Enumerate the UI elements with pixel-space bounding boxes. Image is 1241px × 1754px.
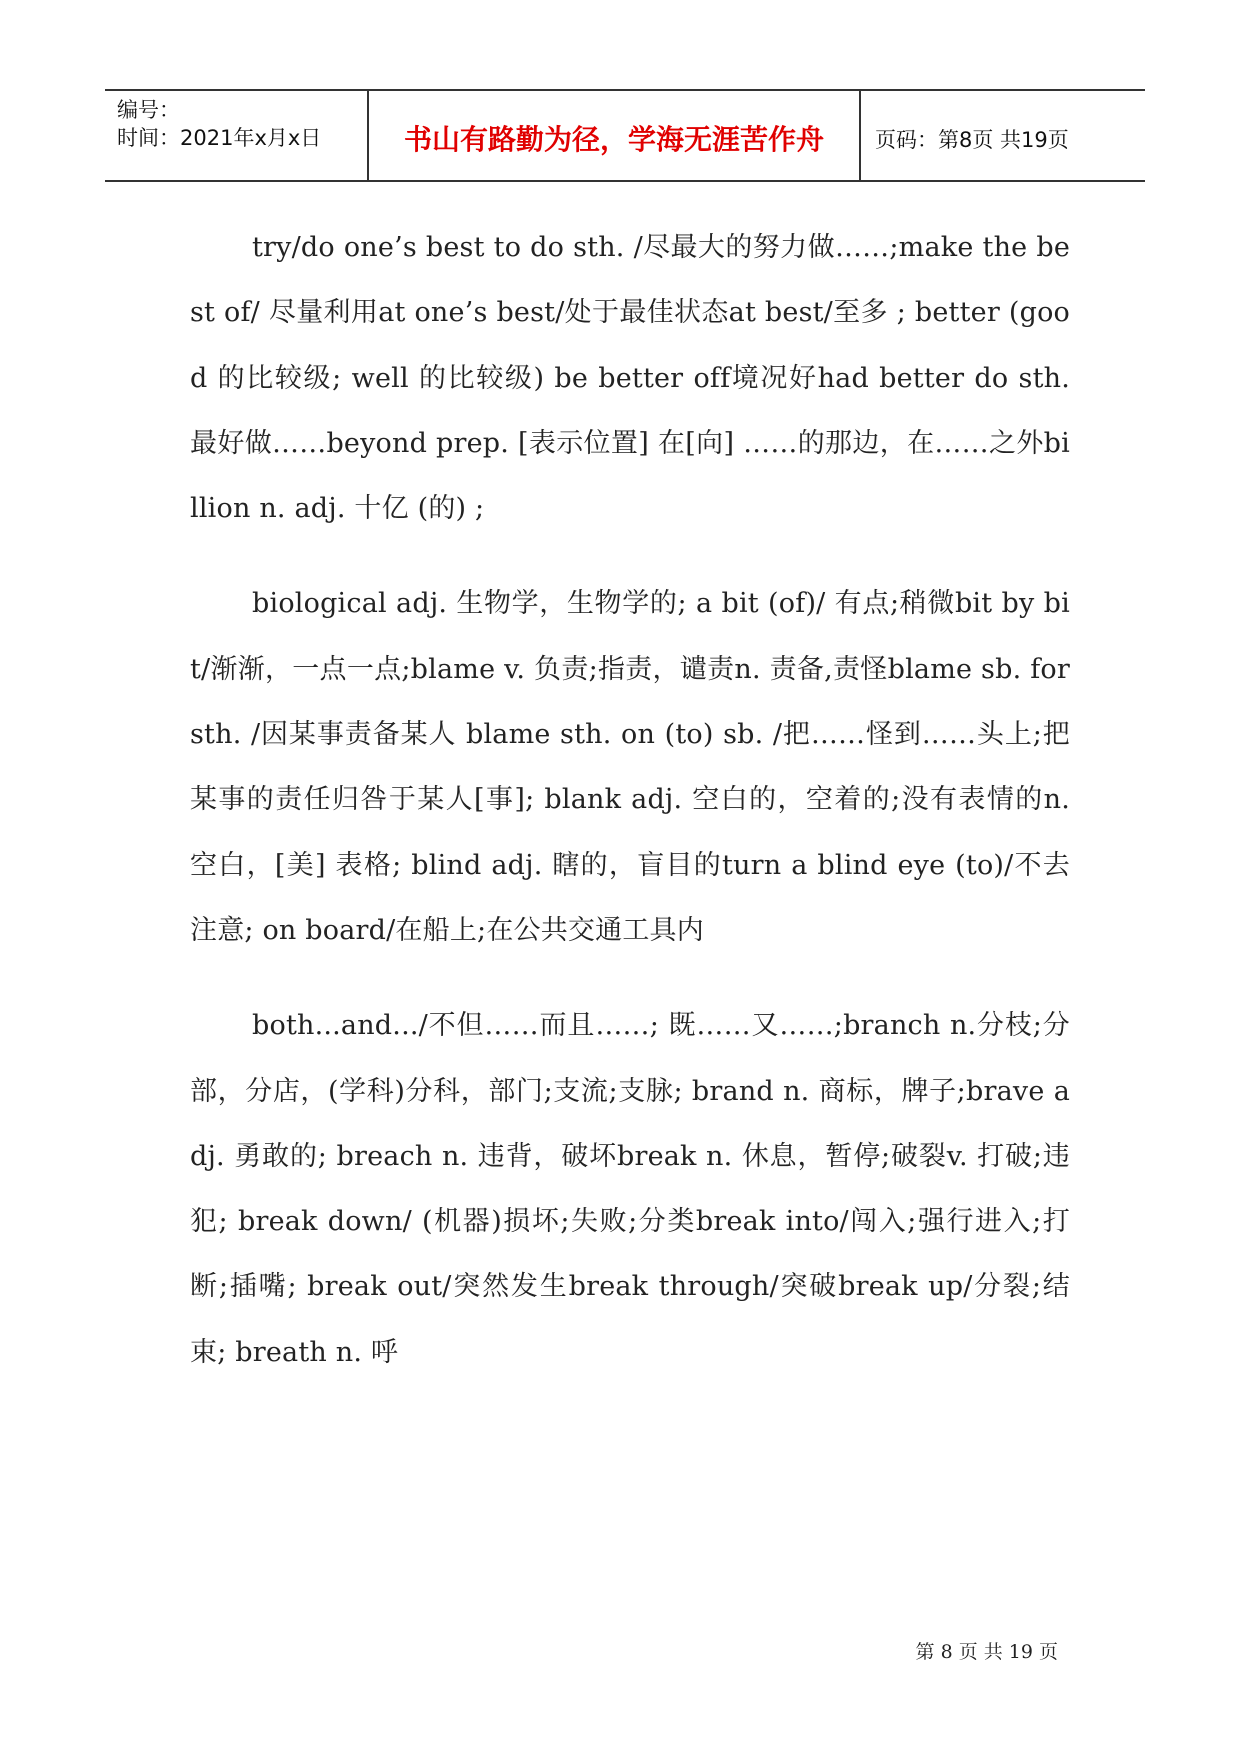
page-footer-number: 第 8 页 共 19 页 <box>915 1641 1058 1663</box>
header-page-cell <box>861 91 1145 180</box>
serial-number-label: 编号： <box>117 98 180 122</box>
vocabulary-paragraph: biological adj. 生物学，生物学的; a bit (of)/ 有点;稍微bit by bit/渐渐，一点一点;blame v. 负责;指责，谴责n. 责备,责怪blame sb. for sth. /因某事责备某人 blame sth. on (to) sb. /把……怪到……头上;把某事的责任归咎于某人[事]; blank adj. 空白的，空着的;没有表情的n. 空白，[美] 表格; blind adj. 瞎的，盲目的turn a blind eye (to)/不去注意; on board/在船上;在公共交通工具内 <box>190 588 1070 946</box>
vocabulary-body <box>190 215 1070 1415</box>
header-motto-cell <box>369 91 861 180</box>
page-header <box>105 89 1145 182</box>
page-code-label: 页码：第8页 共19页 <box>875 128 1069 152</box>
vocabulary-paragraph: try/do one’s best to do sth. /尽最大的努力做……;make the best of/ 尽量利用at one’s best/处于最佳状态at best/至多 ; better (good 的比较级; well 的比较级) be better off境况好had better do sth. 最好做……beyond prep. [表示位置] 在[向] ……的那边，在……之外billion n. adj. 十亿 (的) ; <box>190 232 1070 525</box>
header-info-cell <box>105 91 369 180</box>
vocabulary-paragraph: both...and.../不但……而且……; 既……又……;branch n.分枝;分部，分店，(学科)分科，部门;支流;支脉; brand n. 商标，牌子;brave adj. 勇敢的; breach n. 违背，破坏break n. 休息，暂停;破裂v. 打破;违犯; break down/ (机器)损坏;失败;分类break into/闯入;强行进入;打断;插嘴; break out/突然发生break through/突破break up/分裂;结束; breath n. 呼 <box>190 1010 1070 1368</box>
date-label: 时间：2021年x月x日 <box>117 126 322 150</box>
motto-text: 书山有路勤为径，学海无涯苦作舟 <box>403 123 824 156</box>
